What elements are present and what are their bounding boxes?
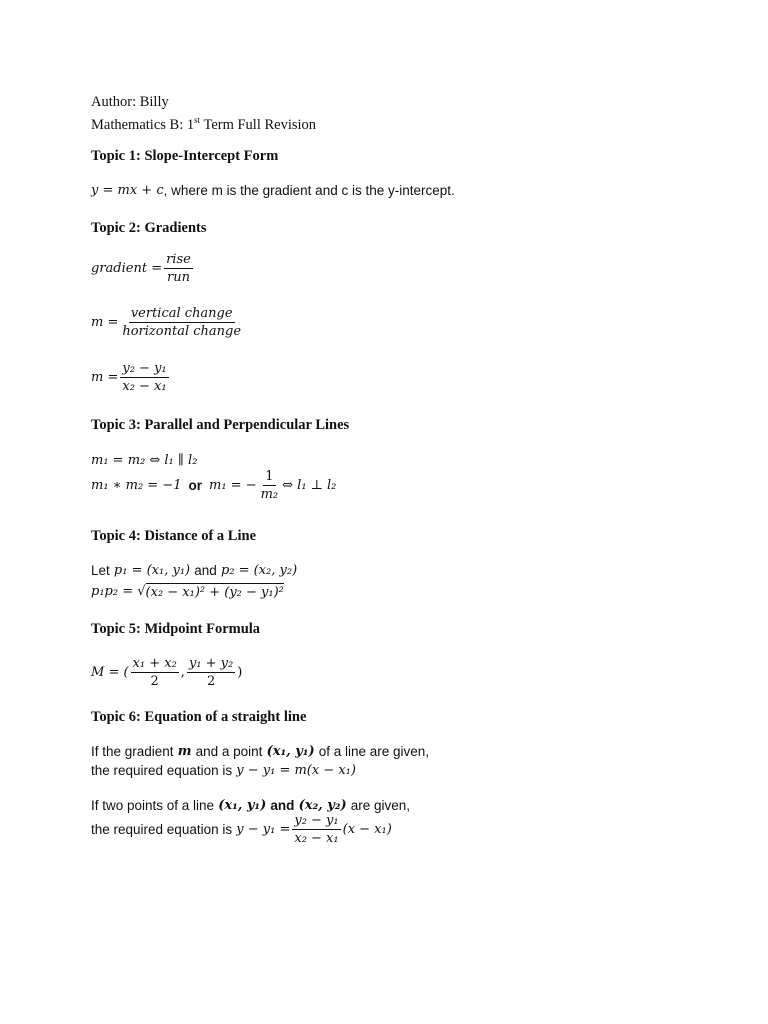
topic-5-heading: Topic 5: Midpoint Formula [91, 621, 261, 637]
product-of-gradients: m₁ ∗ m₂ = −1 [91, 478, 182, 493]
point-two-symbol: (x₂, y₂) [298, 798, 347, 813]
fraction-numerator: x₁ + x₂ [132, 656, 177, 671]
point-symbol: (x₁, y₁) [266, 744, 315, 759]
two-point-rhs: (x − x₁) [342, 822, 392, 837]
fraction-denominator: 2 [206, 674, 216, 689]
or-label: or [188, 478, 202, 493]
m-lhs: m = [91, 315, 119, 330]
negative-reciprocal-fraction [259, 469, 281, 502]
point-p1: p₁ = (x₁, y₁) [113, 563, 191, 578]
fraction-denominator: 2 [150, 674, 159, 689]
distance-radicand: (x₂ − x₁)² + (y₂ − y₁)² [145, 585, 284, 600]
fraction-denominator: horizontal change [122, 324, 242, 339]
intro-text: of a line are given, [318, 744, 430, 759]
comma: , [180, 665, 185, 680]
subject-line [91, 111, 316, 134]
two-point-intro [91, 798, 410, 813]
point-slope-formula: y − y₁ = m(x − x₁) [236, 763, 356, 778]
author-line: Author: Billy [91, 94, 169, 110]
topic-1-line [91, 183, 455, 198]
fraction-numerator: 1 [265, 469, 274, 484]
intro-text: If two points of a line [91, 798, 215, 813]
gradient-formula-coordinates [91, 361, 171, 394]
gradient-formula-rise-run [91, 252, 195, 285]
equation-intro: the required equation is [91, 763, 233, 778]
closing-paren: ) [237, 665, 243, 680]
gradient-formula-vertical-horizontal [91, 306, 245, 339]
point-p2: p₂ = (x₂, y₂) [220, 563, 298, 578]
fraction-numerator: y₂ − y₁ [294, 813, 339, 828]
subject-prefix: Mathematics B: 1 [91, 117, 195, 133]
x-average-fraction [131, 656, 179, 689]
rise-over-run-fraction [164, 252, 193, 285]
intro-text: are given, [350, 798, 411, 813]
dy-over-dx-fraction [120, 361, 168, 394]
fraction-denominator: x₂ − x₁ [122, 379, 167, 394]
point-one-symbol: (x₁, y₁) [218, 798, 267, 813]
distance-lhs: p₁p₂ = √ [91, 584, 146, 599]
topic-4-heading: Topic 4: Distance of a Line [91, 528, 257, 544]
fraction-numerator: vertical change [130, 306, 233, 321]
gradient-symbol: m [177, 744, 192, 759]
two-point-lhs: y − y₁ = [236, 822, 291, 837]
vertical-over-horizontal-fraction [120, 306, 243, 339]
topic-6-heading: Topic 6: Equation of a straight line [91, 709, 307, 725]
point-slope-intro [91, 744, 429, 759]
fraction-denominator: run [166, 270, 190, 285]
m-lhs: m = [91, 370, 119, 385]
topic-1-description: , where m is the gradient and c is the y-intercept. [163, 183, 455, 198]
parallel-condition: m₁ = m₂ ⇔ l₁ ∥ l₂ [91, 453, 198, 468]
perpendicular-symbol-text: ⇔ l₁ ⊥ l₂ [282, 478, 337, 493]
topic-3-heading: Topic 3: Parallel and Perpendicular Lines [91, 417, 350, 433]
and-label: and [194, 563, 217, 578]
fraction-denominator: x₂ − x₁ [294, 831, 339, 846]
topic-1-heading: Topic 1: Slope-Intercept Form [91, 148, 279, 164]
fraction-denominator: m₂ [260, 487, 279, 502]
fraction-numerator: y₂ − y₁ [122, 361, 167, 376]
slope-intercept-formula: y = mx + c [91, 183, 164, 198]
fraction-numerator: rise [166, 252, 191, 267]
let-label: Let [91, 563, 110, 578]
y-average-fraction [187, 656, 235, 689]
intro-text: If the gradient [91, 744, 174, 759]
perpendicular-condition [91, 469, 336, 502]
distance-formula [91, 583, 284, 600]
point-slope-equation [91, 763, 356, 778]
equation-intro: the required equation is [91, 822, 233, 837]
fraction-numerator: y₁ + y₂ [188, 656, 234, 671]
and-label: and [270, 798, 295, 813]
topic-2-heading: Topic 2: Gradients [91, 220, 207, 236]
negative-reciprocal-lhs: m₁ = − [209, 478, 257, 493]
midpoint-formula [91, 656, 242, 689]
points-definition [91, 563, 297, 578]
intro-text: and a point [195, 744, 263, 759]
subject-superscript: st [194, 115, 201, 125]
gradient-lhs: gradient = [91, 261, 163, 276]
midpoint-lhs: M = ( [91, 665, 129, 680]
two-point-slope-fraction [292, 813, 340, 846]
subject-suffix: Term Full Revision [200, 117, 317, 133]
two-point-equation [91, 813, 392, 846]
